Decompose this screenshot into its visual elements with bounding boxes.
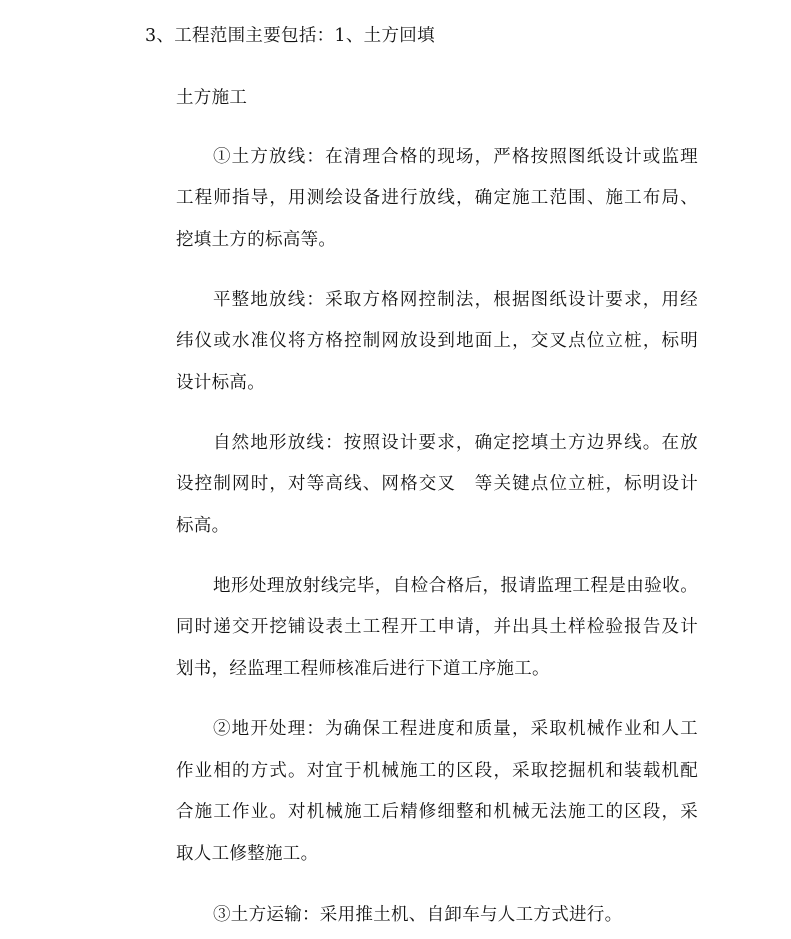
paragraph-line: 设计标高。 — [176, 373, 265, 393]
paragraph-line: ②地开处理：为确保工程进度和质量，采取机械作业和人工 — [213, 719, 698, 739]
section-heading: 3、工程范围主要包括：1、土方回填 — [145, 26, 435, 46]
paragraph-line: 纬仪或水准仪将方格控制网放设到地面上，交叉点位立桩，标明 — [176, 331, 698, 351]
paragraph-line: 平整地放线：采取方格网控制法，根据图纸设计要求，用经 — [213, 290, 698, 310]
paragraph-line: 划书，经监理工程师核准后进行下道工序施工。 — [176, 659, 550, 679]
paragraph-line: 作业相的方式。对宜于机械施工的区段，采取挖掘机和装载机配 — [176, 761, 698, 781]
paragraph-line: ①土方放线：在清理合格的现场，严格按照图纸设计或监理 — [213, 147, 698, 167]
paragraph-line: 地形处理放射线完毕，自检合格后，报请监理工程是由验收。 — [213, 576, 698, 596]
paragraph-line: 标高。 — [176, 516, 230, 536]
paragraph-line: 设控制网时，对等高线、网格交叉 等关键点位立桩，标明设计 — [176, 474, 698, 494]
section-subheading: 土方施工 — [176, 88, 248, 108]
paragraph-line: 取人工修整施工。 — [176, 844, 319, 864]
paragraph-line: 自然地形放线：按照设计要求，确定挖填土方边界线。在放 — [213, 433, 698, 453]
paragraph-line: ③土方运输：采用推土机、自卸车与人工方式进行。 — [213, 905, 623, 925]
paragraph-line: 合施工作业。对机械施工后精修细整和机械无法施工的区段，采 — [176, 802, 698, 822]
paragraph-line: 挖填土方的标高等。 — [176, 230, 337, 250]
paragraph-line: 同时递交开挖铺设表土工程开工申请，并出具土样检验报告及计 — [176, 617, 698, 637]
paragraph-line: 工程师指导，用测绘设备进行放线，确定施工范围、施工布局、 — [176, 188, 698, 208]
